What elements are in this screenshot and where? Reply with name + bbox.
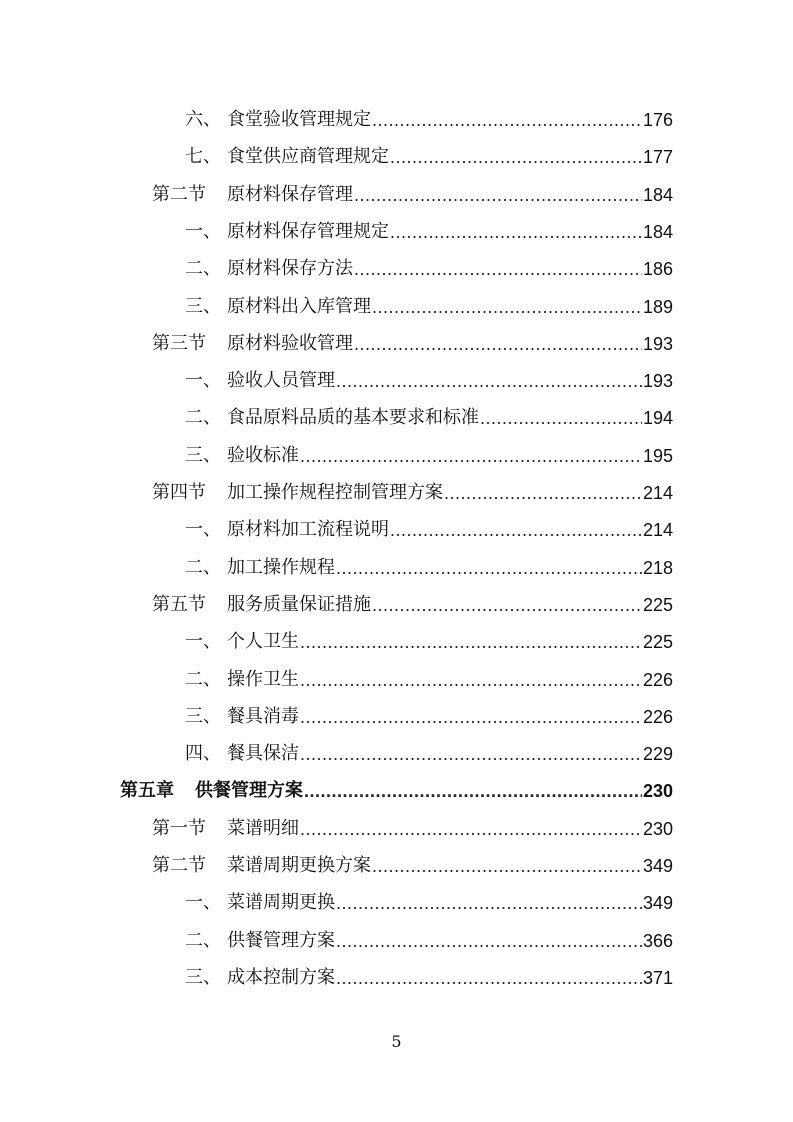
leader-dots [336,890,642,916]
toc-entry[interactable] [0,629,673,655]
leader-dots [372,294,642,320]
toc-entry-prefix: 一、 [185,370,221,392]
toc-entry-page: 194 [642,408,673,429]
toc-entry-prefix: 第五节 [152,593,206,615]
toc-entry-page: 226 [642,669,673,690]
leader-dots [390,144,642,170]
leader-dots [336,368,642,394]
toc-entry-title: 原材料保存方法 [227,258,353,280]
toc-entry-page: 366 [642,930,673,951]
leader-dots [336,928,642,954]
toc-entry[interactable] [0,555,673,581]
toc-entry[interactable] [0,816,673,842]
toc-entry-prefix: 二、 [185,258,221,280]
toc-entry[interactable] [0,741,673,767]
leader-dots [300,443,642,469]
toc-entry-page: 186 [642,259,673,280]
toc-entry-prefix: 六、 [185,109,221,130]
toc-entry-prefix: 第一节 [152,817,206,839]
toc-entry-page: 214 [642,520,673,541]
leader-dots [300,667,642,693]
toc-entry-prefix: 三、 [185,705,221,727]
toc-entry-title: 成本控制方案 [227,966,335,988]
toc-entry-prefix: 四、 [185,743,221,765]
toc-entry[interactable] [0,853,673,879]
toc-entry-prefix: 三、 [185,966,221,988]
toc-entry-title: 供餐管理方案 [195,780,303,802]
toc-entry-page: 193 [642,333,673,354]
toc-entry-prefix: 一、 [185,220,221,242]
leader-dots [300,741,642,767]
toc-entry[interactable] [0,256,673,282]
toc-entry-title: 原材料出入库管理 [227,295,371,317]
leader-dots [390,517,642,543]
toc-entry-page: 189 [642,296,673,317]
toc-entry-prefix: 第三节 [152,332,206,354]
toc-entry-page: 371 [642,967,673,988]
toc-entry[interactable] [0,331,673,357]
toc-entry-page: 184 [642,221,673,242]
toc-entry-prefix: 第五章 [120,780,174,802]
toc-entry[interactable] [0,368,673,394]
toc-entry-prefix: 二、 [185,668,221,690]
toc-entry-title: 菜谱明细 [227,817,299,839]
toc-entry[interactable] [0,219,673,245]
toc-entry-page: 230 [642,818,673,839]
toc-entry-page: 214 [642,483,673,503]
toc-entry-title: 验收人员管理 [227,370,335,392]
toc-entry-title: 加工操作规程控制管理方案 [227,482,443,503]
toc-entry[interactable] [0,704,673,730]
toc-entry-prefix: 二、 [185,407,221,429]
toc-entry-title: 操作卫生 [227,668,299,690]
toc-entry[interactable] [0,443,673,469]
toc-entry[interactable] [0,182,673,208]
leader-dots [354,182,642,208]
toc-entry-title: 原材料验收管理 [227,332,353,354]
toc-entry[interactable] [0,480,673,506]
toc-entry-prefix: 三、 [185,444,221,466]
toc-entry-title: 原材料加工流程说明 [227,519,389,541]
toc-entry[interactable] [0,667,673,693]
toc-entry[interactable] [0,890,673,916]
toc-entry-title: 加工操作规程 [227,556,335,578]
toc-entry-page: 225 [642,632,673,653]
toc-entry-title: 食堂验收管理规定 [227,109,371,130]
toc-entry-prefix: 一、 [185,631,221,653]
toc-entry[interactable] [0,517,673,543]
leader-dots [304,778,642,804]
leader-dots [372,853,642,879]
toc-entry-page: 229 [642,744,673,765]
toc-entry[interactable] [0,107,673,133]
toc-entry[interactable] [0,294,673,320]
leader-dots [300,704,642,730]
toc-entry-title: 供餐管理方案 [227,929,335,951]
toc-entry-prefix: 七、 [185,146,221,168]
leader-dots [354,256,642,282]
toc-entry[interactable] [0,592,673,618]
toc-entry-page: 177 [642,147,673,168]
toc-entry-title: 菜谱周期更换方案 [227,855,371,876]
toc-entry-title: 服务质量保证措施 [227,593,371,615]
leader-dots [300,629,642,655]
toc-entry-page: 230 [642,781,673,802]
toc-entry-prefix: 第四节 [152,482,206,503]
leader-dots [444,480,642,506]
toc-entry-title: 验收标准 [227,444,299,466]
toc-entry-prefix: 一、 [185,519,221,541]
toc-entry[interactable] [0,928,673,954]
toc-entry[interactable] [0,965,673,991]
toc-entry-page: 195 [642,445,673,466]
leader-dots [372,107,642,133]
toc-entry-title: 餐具保洁 [227,743,299,765]
toc-entry[interactable] [0,144,673,170]
toc-entry-title: 原材料保存管理规定 [227,220,389,242]
toc-entry-page: 349 [642,856,673,876]
toc-entry[interactable] [0,405,673,431]
toc-entry-title: 食堂供应商管理规定 [227,146,389,168]
leader-dots [336,555,642,581]
toc-entry-prefix: 三、 [185,295,221,317]
toc-entry-title: 餐具消毒 [227,705,299,727]
toc-entry-page: 226 [642,706,673,727]
leader-dots [372,592,642,618]
toc-entry-prefix: 二、 [185,556,221,578]
toc-entry-prefix: 第二节 [152,183,206,205]
leader-dots [300,816,642,842]
toc-entry-title: 食品原料品质的基本要求和标准 [227,407,479,429]
toc-entry-prefix: 二、 [185,929,221,951]
toc-entry-title: 菜谱周期更换 [227,892,335,914]
toc-entry-page: 225 [642,594,673,615]
toc-entry-title: 个人卫生 [227,631,299,653]
leader-dots [354,331,642,357]
toc-entry-page: 193 [642,371,673,392]
toc-entry-page: 218 [642,557,673,578]
toc-entry-page: 349 [642,893,673,914]
leader-dots [480,405,642,431]
toc-entry-prefix: 第二节 [152,855,206,876]
toc-entry-title: 原材料保存管理 [227,183,353,205]
toc-entry-page: 184 [642,184,673,205]
leader-dots [336,965,642,991]
toc-entry-prefix: 一、 [185,892,221,914]
leader-dots [390,219,642,245]
toc-entry[interactable] [0,778,673,804]
toc-entry-page: 176 [642,110,673,130]
page-number: 5 [391,1032,402,1051]
